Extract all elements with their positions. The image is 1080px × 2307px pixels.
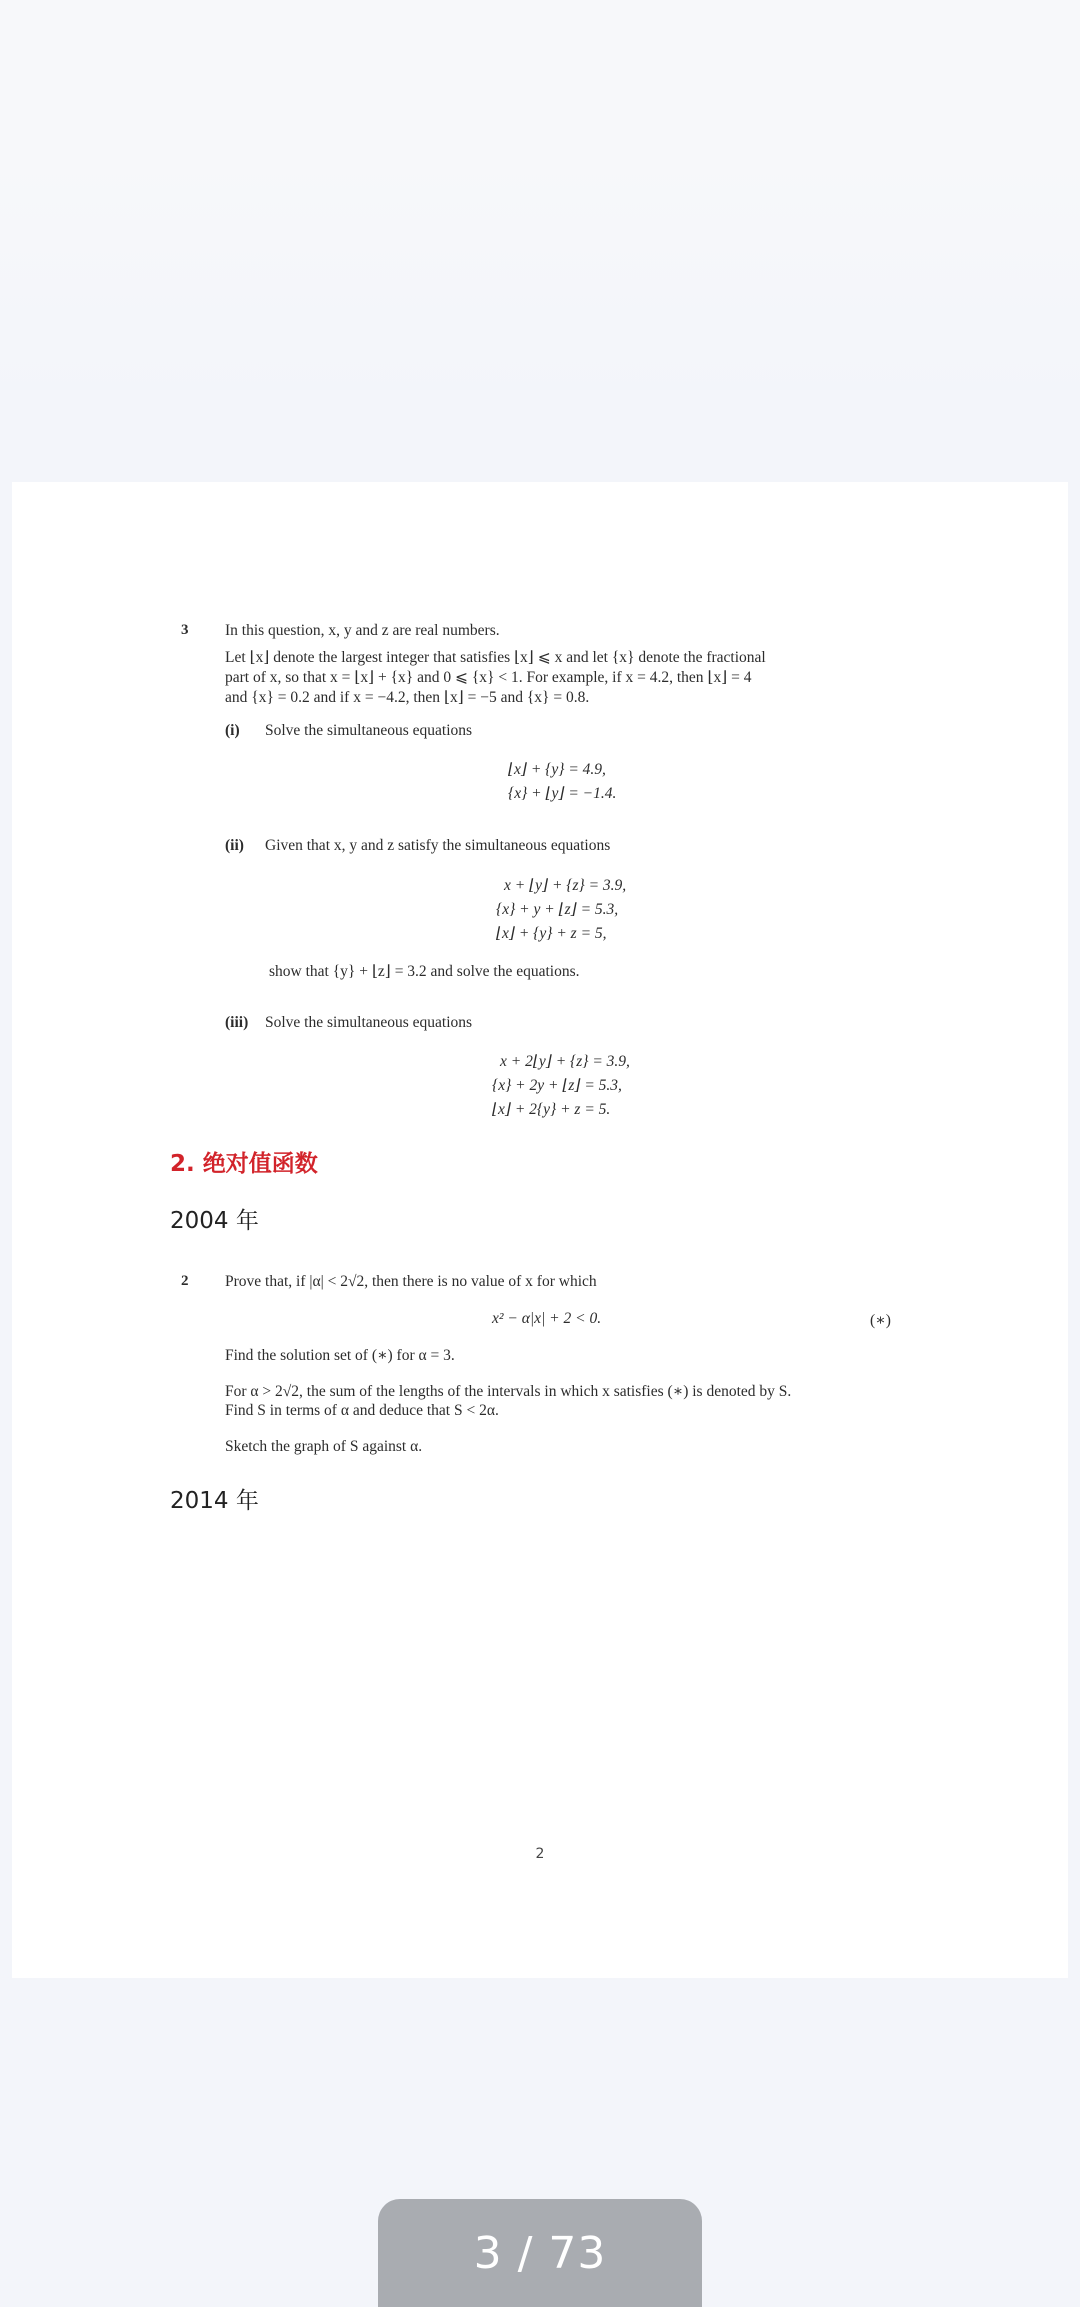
part-i-equation-1: ⌊x⌋ + {y} = 4.9,	[508, 761, 606, 778]
question-2-inequality: x² − α|x| + 2 < 0.	[492, 1310, 602, 1327]
part-ii-show-text: show that {y} + ⌊z⌋ = 3.2 and solve the equations.	[269, 963, 580, 980]
year-2014-heading: 2014 年	[170, 1488, 259, 1514]
page-number: 2	[535, 1846, 545, 1862]
part-iii-equation-1: x + 2⌊y⌋ + {z} = 3.9,	[500, 1053, 630, 1070]
page-indicator-text: 3 / 73	[473, 2227, 607, 2279]
part-ii-label: (ii)	[225, 837, 244, 854]
part-iii-equation-2: {x} + 2y + ⌊z⌋ = 5.3,	[492, 1077, 622, 1094]
question-2-line-5: Sketch the graph of S against α.	[225, 1438, 423, 1455]
part-iii-text: Solve the simultaneous equations	[265, 1014, 473, 1031]
part-i-equation-2: {x} + ⌊y⌋ = −1.4.	[508, 785, 617, 802]
question-2-inequality-tag: (∗)	[870, 1312, 891, 1329]
part-i-text: Solve the simultaneous equations	[265, 722, 473, 739]
question-2-line-4: Find S in terms of α and deduce that S < 2α.	[225, 1402, 499, 1419]
question-2-number: 2	[181, 1273, 189, 1289]
question-2-line-2: Find the solution set of (∗) for α = 3.	[225, 1347, 455, 1364]
section-title: 2. 绝对值函数	[170, 1151, 318, 1177]
page-indicator	[378, 2199, 702, 2307]
part-iii-label: (iii)	[225, 1014, 249, 1031]
document-page	[12, 482, 1068, 1978]
question-3-number: 3	[181, 622, 189, 638]
question-3-definition-line-3: and {x} = 0.2 and if x = −4.2, then ⌊x⌋ = −5 and {x} = 0.8.	[225, 689, 590, 706]
part-iii	[225, 1014, 472, 1032]
part-i-label: (i)	[225, 722, 240, 739]
question-3-definition-line-2: part of x, so that x = ⌊x⌋ + {x} and 0 ⩽ {x} < 1. For example, if x = 4.2, then ⌊x⌋ = 4	[225, 669, 752, 686]
part-ii-text: Given that x, y and z satisfy the simultaneous equations	[265, 837, 611, 854]
question-2-line-3: For α > 2√2, the sum of the lengths of the intervals in which x satisfies (∗) is denoted by S.	[225, 1383, 792, 1400]
part-ii-equation-2: {x} + y + ⌊z⌋ = 5.3,	[496, 901, 619, 918]
part-ii	[225, 837, 610, 855]
part-ii-equation-1: x + ⌊y⌋ + {z} = 3.9,	[504, 877, 627, 894]
year-2004-heading: 2004 年	[170, 1208, 259, 1234]
part-i	[225, 722, 472, 740]
question-2-line-1: Prove that, if |α| < 2√2, then there is no value of x for which	[225, 1273, 597, 1290]
part-iii-equation-3: ⌊x⌋ + 2{y} + z = 5.	[492, 1101, 611, 1118]
question-3-intro: In this question, x, y and z are real numbers.	[225, 622, 500, 639]
part-ii-equation-3: ⌊x⌋ + {y} + z = 5,	[496, 925, 607, 942]
question-3-definition-line-1: Let ⌊x⌋ denote the largest integer that satisfies ⌊x⌋ ⩽ x and let {x} denote the fractional	[225, 649, 766, 666]
